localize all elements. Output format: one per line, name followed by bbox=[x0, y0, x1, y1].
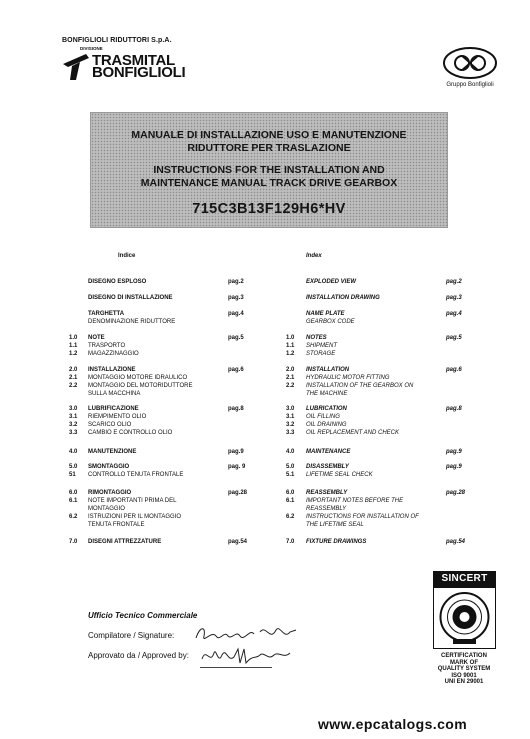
toc-number-line: 5.0 bbox=[286, 464, 295, 470]
toc-number-line: 3.0 bbox=[286, 406, 295, 412]
toc-number-line: 1.2 bbox=[69, 351, 78, 357]
toc-number-line: 6.0 bbox=[286, 490, 295, 496]
toc-label bbox=[306, 405, 399, 437]
toc-label bbox=[88, 538, 161, 546]
toc-number-line: 2.2 bbox=[286, 383, 295, 389]
toc-number-line: 6.2 bbox=[69, 514, 78, 520]
toc-number-line: 3.3 bbox=[286, 430, 295, 436]
toc-page: pag.3 bbox=[228, 295, 244, 301]
cert-line: ISO 9001 bbox=[451, 672, 477, 679]
toc-number bbox=[286, 334, 306, 358]
toc-number-line: 7.0 bbox=[286, 539, 295, 545]
toc-label-line: INSTALLATION OF THE GEARBOX ON bbox=[306, 383, 414, 389]
title-box bbox=[90, 112, 448, 228]
toc-number-line: 7.0 bbox=[69, 539, 78, 545]
toc-label-line: GEARBOX CODE bbox=[306, 319, 355, 325]
toc-label-line: DISEGNO DI INSTALLAZIONE bbox=[88, 295, 173, 301]
toc-label-line: INSTALLATION bbox=[306, 367, 350, 373]
toc-page: pag.9 bbox=[228, 449, 244, 455]
toc-label-line: NOTE IMPORTANTI PRIMA DEL bbox=[88, 498, 177, 504]
toc-label bbox=[306, 463, 373, 479]
toc-number-line: 6.0 bbox=[69, 490, 78, 496]
toc-label-line: MAINTENANCE bbox=[306, 449, 351, 455]
toc-number bbox=[69, 463, 89, 479]
sincert-logo bbox=[433, 571, 496, 649]
signature-underline bbox=[200, 667, 272, 668]
cert-line: CERTIFICATION bbox=[441, 653, 487, 659]
toc-number-line bbox=[286, 390, 306, 398]
toc-number-line: 1.0 bbox=[286, 335, 295, 341]
toc-label-line: MONTAGGIO DEL MOTORIDUTTORE bbox=[88, 383, 193, 389]
toc-page: pag.4 bbox=[228, 311, 244, 317]
cert-line: UNI EN 29001 bbox=[444, 679, 484, 685]
toc-label bbox=[88, 489, 181, 529]
toc-label bbox=[306, 334, 337, 358]
toc-label bbox=[306, 310, 355, 326]
toc-label-line: LUBRIFICAZIONE bbox=[88, 406, 139, 412]
toc-label-line: EXPLODED VIEW bbox=[306, 279, 357, 285]
toc-number-line: 3.2 bbox=[286, 422, 295, 428]
toc-label bbox=[306, 538, 366, 546]
toc-label bbox=[306, 366, 413, 398]
toc-number bbox=[69, 489, 89, 529]
division-label: DIVISIONE bbox=[80, 46, 103, 51]
title-en-line-1: INSTRUCTIONS FOR THE INSTALLATION AND bbox=[153, 164, 385, 176]
certification-seal-icon bbox=[433, 587, 496, 649]
toc-number-line bbox=[286, 521, 306, 529]
toc-label-line: RIEMPIMENTO OLIO bbox=[88, 414, 147, 420]
toc-label-line: CONTROLLO TENUTA FRONTALE bbox=[88, 472, 184, 478]
toc-number-line: 1.1 bbox=[69, 343, 78, 349]
toc-page: pag.6 bbox=[228, 367, 244, 373]
toc-label-line: THE MACHINE bbox=[306, 391, 348, 397]
toc-label-line: SMONTAGGIO bbox=[88, 464, 130, 470]
toc-label-line: TENUTA FRONTALE bbox=[88, 522, 145, 528]
toc-number-line: 1.0 bbox=[69, 335, 78, 341]
toc-label-line: FIXTURE DRAWINGS bbox=[306, 539, 367, 545]
toc-number-line: 3.1 bbox=[286, 414, 295, 420]
toc-page: pag.9 bbox=[446, 464, 462, 470]
toc-number bbox=[69, 448, 89, 456]
toc-number-line bbox=[69, 521, 89, 529]
toc-page: pag.8 bbox=[228, 406, 244, 412]
toc-label-line: DISASSEMBLY bbox=[306, 464, 349, 470]
toc-label-line: STORAGE bbox=[306, 351, 336, 357]
toc-label-line: INSTALLAZIONE bbox=[88, 367, 136, 373]
toc-label bbox=[88, 334, 139, 358]
toc-label-line: OIL FILLING bbox=[306, 414, 340, 420]
toc-number-line bbox=[69, 278, 89, 286]
toc-label bbox=[306, 294, 380, 302]
toc-number-line: 4.0 bbox=[286, 449, 295, 455]
toc-label-line: HYDRAULIC MOTOR FITTING bbox=[306, 375, 390, 381]
approver-signature bbox=[198, 645, 298, 669]
toc-label-line: MANUTENZIONE bbox=[88, 449, 137, 455]
toc-number bbox=[286, 294, 306, 302]
toc-number-line bbox=[286, 318, 306, 326]
cert-line: MARK OF bbox=[450, 659, 478, 666]
toc-number bbox=[286, 278, 306, 286]
toc-label-line: THE LIFETIME SEAL bbox=[306, 522, 364, 528]
toc-label-line: REASSEMBLY bbox=[306, 490, 348, 496]
toc-number-line bbox=[286, 278, 306, 286]
company-name: BONFIGLIOLI RIDUTTORI S.p.A. bbox=[62, 37, 172, 44]
toc-number bbox=[286, 366, 306, 398]
toc-number-line bbox=[69, 294, 89, 302]
toc-label-line: INSTALLATION DRAWING bbox=[306, 295, 380, 301]
toc-label-line: INSTRUCTIONS FOR INSTALLATION OF bbox=[306, 514, 419, 520]
toc-page: pag.6 bbox=[446, 367, 462, 373]
toc-number-line: 1.2 bbox=[286, 351, 295, 357]
toc-number bbox=[69, 405, 89, 437]
toc-label-line: LUBRICATION bbox=[306, 406, 347, 412]
toc-number-line: 3.2 bbox=[69, 422, 78, 428]
toc-en-heading: Index bbox=[306, 253, 322, 259]
toc-label-line: SCARICO OLIO bbox=[88, 422, 132, 428]
toc-number-line: 3.1 bbox=[69, 414, 78, 420]
toc-number-line: 2.1 bbox=[286, 375, 295, 381]
toc-page: pag.54 bbox=[446, 539, 466, 545]
model-code: 715C3B13F129H6*HV bbox=[192, 201, 346, 217]
toc-number bbox=[69, 310, 89, 326]
toc-number-line bbox=[69, 310, 89, 318]
toc-label bbox=[88, 448, 136, 456]
toc-number bbox=[69, 294, 89, 302]
toc-number-line bbox=[286, 310, 306, 318]
toc-label bbox=[88, 294, 173, 302]
toc-label bbox=[88, 278, 146, 286]
toc-number-line: 4.0 bbox=[69, 449, 78, 455]
toc-number bbox=[286, 463, 306, 479]
toc-number-line bbox=[69, 505, 89, 513]
approver-label: Approvato da / Approved by: bbox=[88, 651, 189, 660]
title-it-line-1: MANUALE DI INSTALLAZIONE USO E MANUTENZIONE bbox=[131, 129, 407, 141]
toc-page: pag.28 bbox=[446, 490, 466, 496]
toc-label-line: IMPORTANT NOTES BEFORE THE bbox=[306, 498, 404, 504]
toc-number-line: 2.2 bbox=[69, 383, 78, 389]
toc-number-line: 2.0 bbox=[69, 367, 78, 373]
toc-label bbox=[306, 489, 419, 529]
toc-page: pag. 9 bbox=[228, 464, 246, 470]
toc-number-line: 6.1 bbox=[286, 498, 295, 504]
toc-label-line: REASSEMBLY bbox=[306, 506, 347, 512]
toc-number-line: 3.3 bbox=[69, 430, 78, 436]
cert-line: QUALITY SYSTEM bbox=[437, 666, 491, 672]
toc-number-line: 3.0 bbox=[69, 406, 78, 412]
brand-line-1: TRASMITAL bbox=[92, 52, 175, 69]
toc-label bbox=[88, 366, 192, 398]
toc-page: pag.54 bbox=[228, 539, 248, 545]
toc-label-line: LIFETIME SEAL CHECK bbox=[306, 472, 373, 478]
toc-label bbox=[88, 463, 183, 479]
toc-page: pag.4 bbox=[446, 311, 462, 317]
toc-number bbox=[286, 405, 306, 437]
toc-label-line: DENOMINAZIONE RIDUTTORE bbox=[88, 319, 176, 325]
toc-label bbox=[88, 405, 172, 437]
toc-number bbox=[69, 334, 89, 358]
toc-number-line: 2.0 bbox=[286, 367, 295, 373]
office-label: Ufficio Tecnico Commerciale bbox=[88, 611, 198, 620]
toc-page: pag.2 bbox=[446, 279, 462, 285]
toc-page: pag.5 bbox=[446, 335, 462, 341]
toc-page: pag.5 bbox=[228, 335, 244, 341]
toc-number-line: 51 bbox=[69, 472, 76, 478]
toc-number bbox=[286, 538, 306, 546]
toc-page: pag.2 bbox=[228, 279, 244, 285]
brand-line-2: BONFIGLIOLI bbox=[92, 64, 186, 81]
compiler-signature bbox=[190, 622, 300, 646]
toc-label-line: MAGAZZINAGGIO bbox=[88, 351, 139, 357]
toc-number-line: 2.1 bbox=[69, 375, 78, 381]
toc-it-heading: Indice bbox=[118, 253, 136, 259]
toc-number-line: 5.1 bbox=[286, 472, 295, 478]
toc-number bbox=[69, 278, 89, 286]
toc-number-line bbox=[286, 505, 306, 513]
toc-label-line: NOTE bbox=[88, 335, 105, 341]
toc-label-line: SULLA MACCHINA bbox=[88, 391, 141, 397]
toc-label-line: DISEGNO ESPLOSO bbox=[88, 279, 147, 285]
toc-label bbox=[306, 278, 356, 286]
trasmital-mark-icon bbox=[60, 52, 92, 82]
toc-number-line bbox=[69, 318, 89, 326]
sincert-text: SINCERT bbox=[433, 571, 496, 587]
toc-page: pag.28 bbox=[228, 490, 248, 496]
toc-label-line: TARGHETTA bbox=[88, 311, 125, 317]
footer-url: www.epcatalogs.com bbox=[318, 716, 468, 732]
toc-page: pag.8 bbox=[446, 406, 462, 412]
certification-text bbox=[426, 653, 502, 686]
toc-number bbox=[69, 538, 89, 546]
toc-label-line: NAME PLATE bbox=[306, 311, 345, 317]
toc-label-line: RIMONTAGGIO bbox=[88, 490, 132, 496]
toc-number-line bbox=[286, 294, 306, 302]
toc-number bbox=[286, 448, 306, 456]
toc-label-line: NOTES bbox=[306, 335, 327, 341]
toc-label-line: MONTAGGIO bbox=[88, 506, 125, 512]
toc-label bbox=[88, 310, 175, 326]
group-caption: Gruppo Bonfiglioli bbox=[446, 82, 494, 88]
toc-label-line: CAMBIO E CONTROLLO OLIO bbox=[88, 430, 173, 436]
toc-number-line: 6.2 bbox=[286, 514, 295, 520]
toc-label-line: OIL DRAINING bbox=[306, 422, 347, 428]
toc-label-line: MONTAGGIO MOTORE IDRAULICO bbox=[88, 375, 188, 381]
toc-number bbox=[286, 489, 306, 529]
toc-page: pag.3 bbox=[446, 295, 462, 301]
title-it-line-2: RIDUTTORE PER TRASLAZIONE bbox=[187, 142, 351, 154]
toc-page: pag.9 bbox=[446, 449, 462, 455]
trasmital-logo bbox=[60, 50, 190, 80]
compiler-label: Compilatore / Signature: bbox=[88, 631, 175, 640]
toc-label-line: TRASPORTO bbox=[88, 343, 126, 349]
title-en-line-2: MAINTENANCE MANUAL TRACK DRIVE GEARBOX bbox=[140, 177, 398, 189]
toc-number bbox=[286, 310, 306, 326]
toc-label bbox=[306, 448, 350, 456]
toc-label-line: SHIPMENT bbox=[306, 343, 338, 349]
toc-number-line: 6.1 bbox=[69, 498, 78, 504]
toc-number-line bbox=[69, 390, 89, 398]
toc-label-line: DISEGNI ATTREZZATURE bbox=[88, 539, 162, 545]
toc-number-line: 5.0 bbox=[69, 464, 78, 470]
toc-label-line: OIL REPLACEMENT AND CHECK bbox=[306, 430, 400, 436]
toc-number bbox=[69, 366, 89, 398]
toc-number-line: 1.1 bbox=[286, 343, 295, 349]
toc-label-line: ISTRUZIONI PER IL MONTAGGIO bbox=[88, 514, 182, 520]
